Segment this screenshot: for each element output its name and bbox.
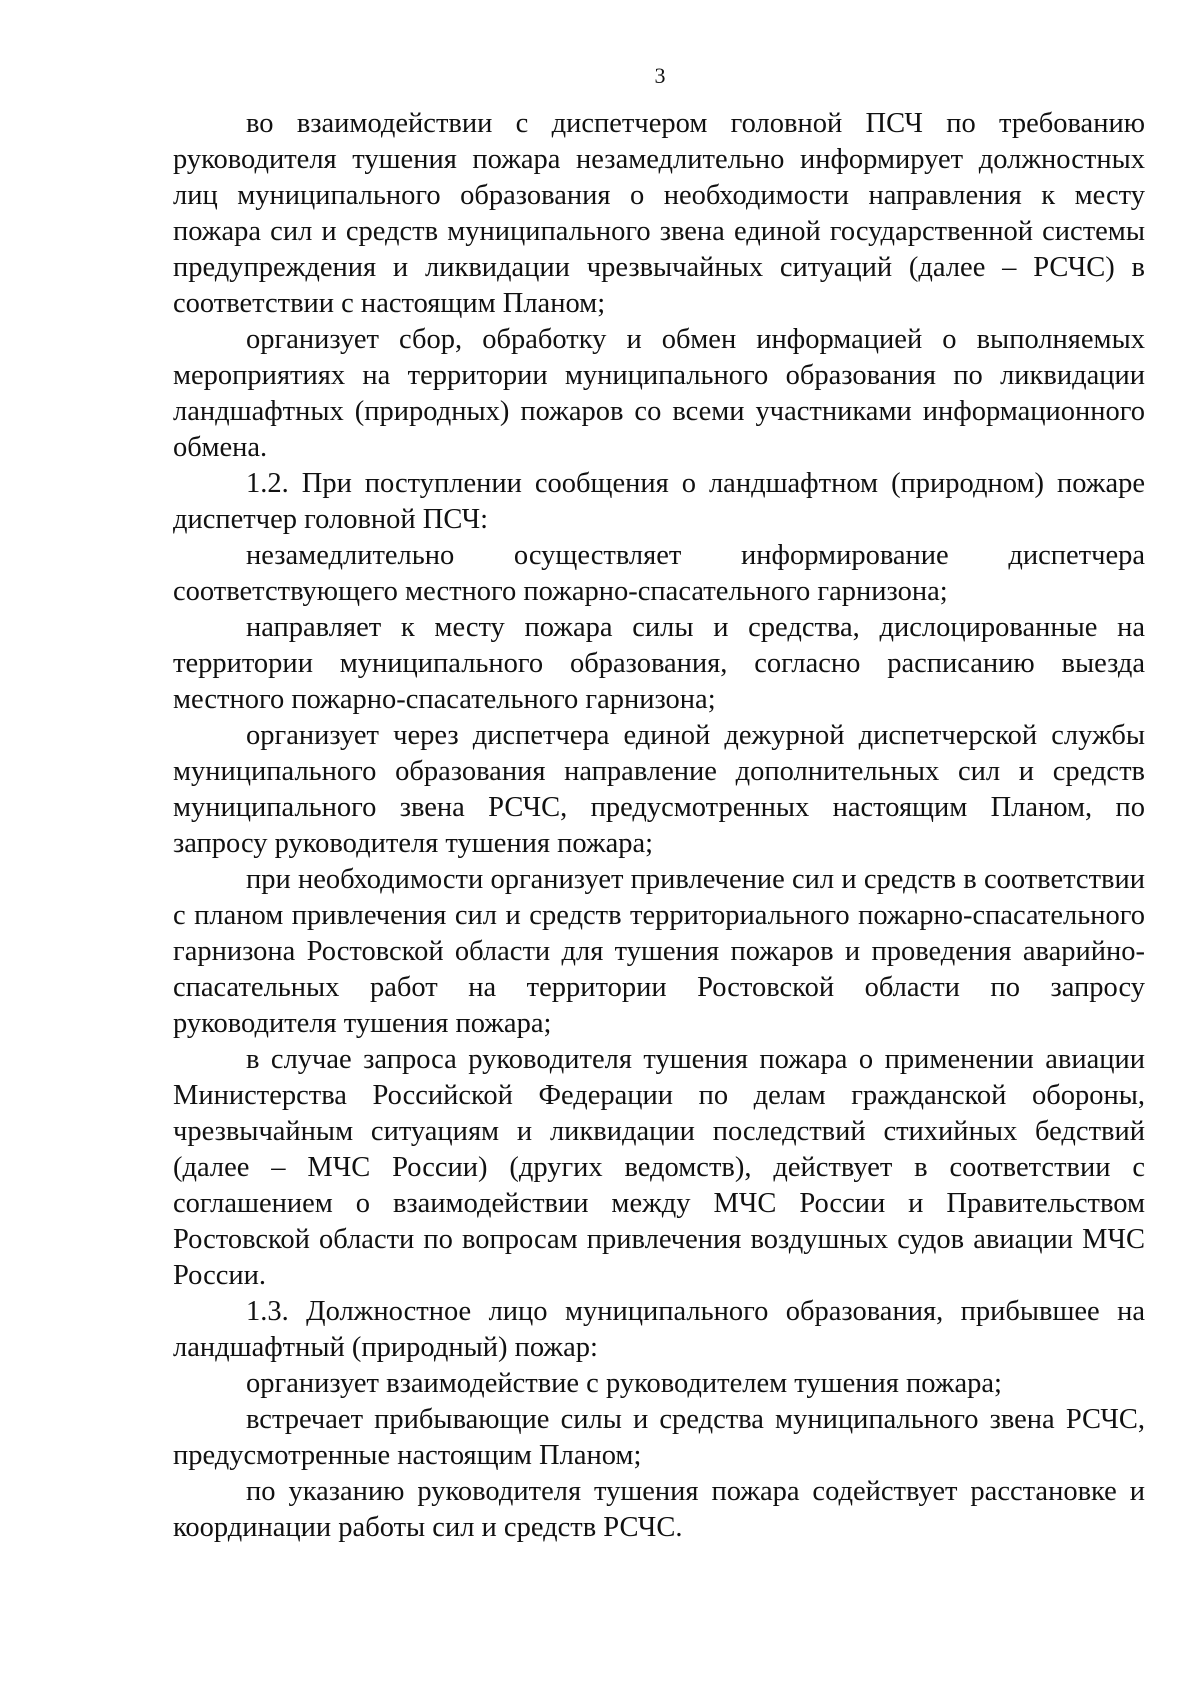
paragraph-information-exchange: организует сбор, обработку и обмен информацией о выполняемых мероприятиях на территории муниципального образования по ликвидации ландшафтных (природных) пожаров со всеми участниками информационного обмена. (173, 324, 1145, 463)
paragraph-send-forces: направляет к месту пожара силы и средства, дислоцированные на территории муниципального образования, согласно расписанию выезда местного пожарно-спасательного гарнизона; (173, 612, 1145, 715)
paragraph-additional-forces: организует через диспетчера единой дежурной диспетчерской службы муниципального образования направление дополнительных сил и средств муниципального звена РСЧС, предусмотренных настоящим Планом, по запросу руководителя тушения пожара; (173, 720, 1145, 859)
paragraph-interaction-with-dispatcher: во взаимодействии с диспетчером головной ПСЧ по требованию руководителя тушения пожара незамедлительно информирует должностных лиц муниципального образования о необходимости направления к месту пожара сил и средств муниципального звена единой государственной системы предупреждения и ликвидации чрезвычайных ситуаций (далее – РСЧС) в соответствии с настоящим Планом; (173, 108, 1145, 319)
paragraph-coordination: по указанию руководителя тушения пожара содействует расстановке и координации работы сил и средств РСЧС. (173, 1476, 1145, 1543)
paragraph-organize-interaction: организует взаимодействие с руководителем тушения пожара; (246, 1368, 1002, 1399)
paragraph-territorial-garrison: при необходимости организует привлечение сил и средств в соответствии с планом привлечения сил и средств территориального пожарно-спасательного гарнизона Ростовской области для тушения пожаров и проведения аварийно-спасательных работ на территории Ростовской области по запросу руководителя тушения пожара; (173, 864, 1145, 1039)
paragraph-aviation-request: в случае запроса руководителя тушения пожара о применении авиации Министерства Российской Федерации по делам гражданской обороны, чрезвычайным ситуациям и ликвидации последствий стихийных бедствий (далее – МЧС России) (других ведомств), действует в соответствии с соглашением о взаимодействии между МЧС России и Правительством Ростовской области по вопросам привлечения воздушных судов авиации МЧС России. (173, 1044, 1145, 1291)
paragraph-section-1-2: 1.2. При поступлении сообщения о ландшафтном (природном) пожаре диспетчер головной ПСЧ: (173, 468, 1145, 535)
document-body (173, 106, 1145, 1546)
paragraph-meet-forces: встречает прибывающие силы и средства муниципального звена РСЧС, предусмотренные настоящим Планом; (173, 1404, 1145, 1471)
page-number: 3 (654, 63, 666, 88)
paragraph-notify-garrison-dispatcher: незамедлительно осуществляет информирование диспетчера соответствующего местного пожарно-спасательного гарнизона; (173, 540, 1145, 607)
paragraph-section-1-3: 1.3. Должностное лицо муниципального образования, прибывшее на ландшафтный (природный) пожар: (173, 1296, 1145, 1363)
